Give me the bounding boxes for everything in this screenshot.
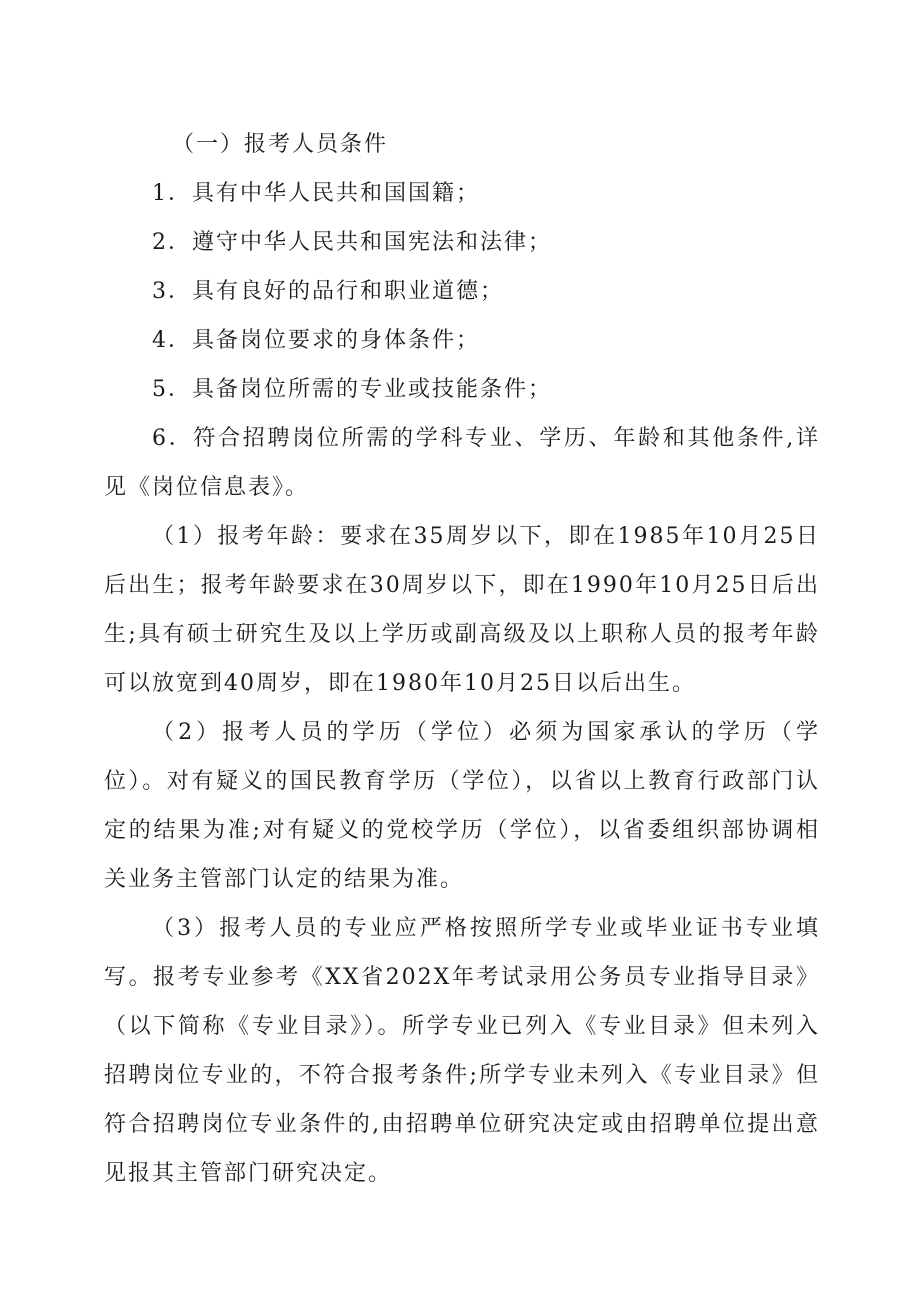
condition-item-2: 2．遵守中华人民共和国宪法和法律； (152, 230, 552, 255)
condition-item-3: 3．具有良好的品行和职业道德； (152, 279, 504, 304)
section-heading: （一）报考人员条件 (172, 132, 389, 157)
condition-item-4: 4．具备岗位要求的身体条件； (152, 328, 480, 353)
condition-item-5: 5．具备岗位所需的专业或技能条件； (152, 377, 552, 402)
sub-item-education: （2）报考人员的学历（学位）必须为国家承认的学历（学位）。对有疑义的国民教育学历（学位），以省以上教育行政部门认定的结果为准;对有疑义的党校学历（学位），以省委组织部协调相关业务主管部门认定的结果为准。 (104, 720, 820, 892)
sub-item-major: （3）报考人员的专业应严格按照所学专业或毕业证书专业填写。报考专业参考《XX省202X年考试录用公务员专业指导目录》（以下简称《专业目录》）。所学专业已列入《专业目录》但未列入招聘岗位专业的，不符合报考条件;所学专业未列入《专业目录》但符合招聘岗位专业条件的,由招聘单位研究决定或由招聘单位提出意见报其主管部门研究决定。 (104, 916, 820, 1186)
condition-item-6: 6．符合招聘岗位所需的学科专业、学历、年龄和其他条件,详见《岗位信息表》。 (104, 426, 820, 500)
sub-item-age: （1）报考年龄：要求在35周岁以下，即在1985年10月25日后出生；报考年龄要求在30周岁以下，即在1990年10月25日后出生;具有硕士研究生及以上学历或副高级及以上职称人员的报考年龄可以放宽到40周岁，即在1980年10月25日以后出生。 (104, 524, 820, 696)
condition-item-1: 1．具有中华人民共和国国籍； (152, 181, 480, 206)
